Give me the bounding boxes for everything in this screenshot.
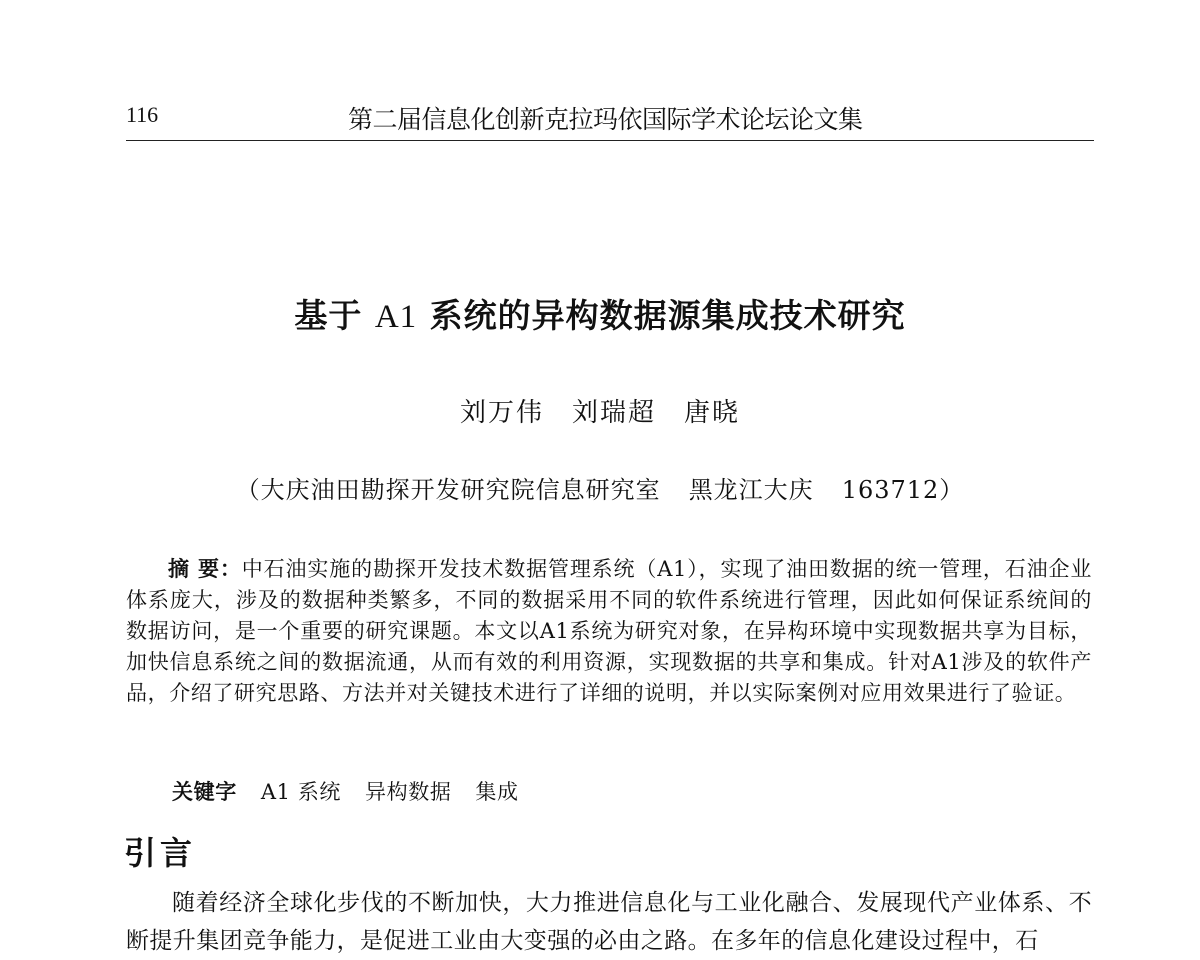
- paper-title-prefix: 基于: [294, 296, 363, 335]
- page-header: [126, 98, 1094, 140]
- affiliation-place: 黑龙江大庆: [688, 476, 814, 504]
- paper-title-suffix: 系统的异构数据源集成技术研究: [429, 296, 906, 335]
- affiliation-org: （大庆油田勘探开发研究院信息研究室: [235, 476, 661, 504]
- paper-title: [0, 290, 1200, 337]
- keywords: [172, 776, 543, 806]
- keyword: 集成: [475, 780, 519, 804]
- author-list: [0, 392, 1200, 429]
- author-name: 刘万伟: [459, 398, 544, 428]
- header-rule: [126, 140, 1094, 141]
- affiliation-zip: 163712）: [841, 476, 965, 504]
- abstract: [126, 553, 1092, 709]
- keywords-label: 关键字: [172, 780, 237, 804]
- abstract-label: 摘 要：: [168, 556, 242, 581]
- section-body-text: 随着经济全球化步伐的不断加快，大力推进信息化与工业化融合、发展现代产业体系、不断提升集团竞争能力，是促进工业由大变强的必由之路。在多年的信息化建设过程中，石: [126, 890, 1092, 954]
- affiliation: [0, 470, 1200, 505]
- keyword: 异构数据: [365, 780, 452, 804]
- running-title: 第二届信息化创新克拉玛依国际学术论坛论文集: [348, 105, 863, 134]
- author-name: 唐晓: [684, 398, 741, 428]
- keyword: A1 系统: [260, 780, 342, 804]
- author-name: 刘瑞超: [571, 398, 656, 428]
- section-heading: 引言: [124, 834, 197, 872]
- page-number: 116: [126, 102, 159, 127]
- abstract-text: 中石油实施的勘探开发技术数据管理系统（A1），实现了油田数据的统一管理，石油企业体系庞大，涉及的数据种类繁多，不同的数据采用不同的软件系统进行管理，因此如何保证系统间的数据访问，是一个重要的研究课题。本文以A1系统为研究对象，在异构环境中实现数据共享为目标，加快信息系统之间的数据流通，从而有效的利用资源，实现数据的共享和集成。针对A1涉及的软件产品，介绍了研究思路、方法并对关键技术进行了详细的说明，并以实际案例对应用效果进行了验证。: [126, 557, 1092, 705]
- paper-title-code: A1: [374, 299, 418, 335]
